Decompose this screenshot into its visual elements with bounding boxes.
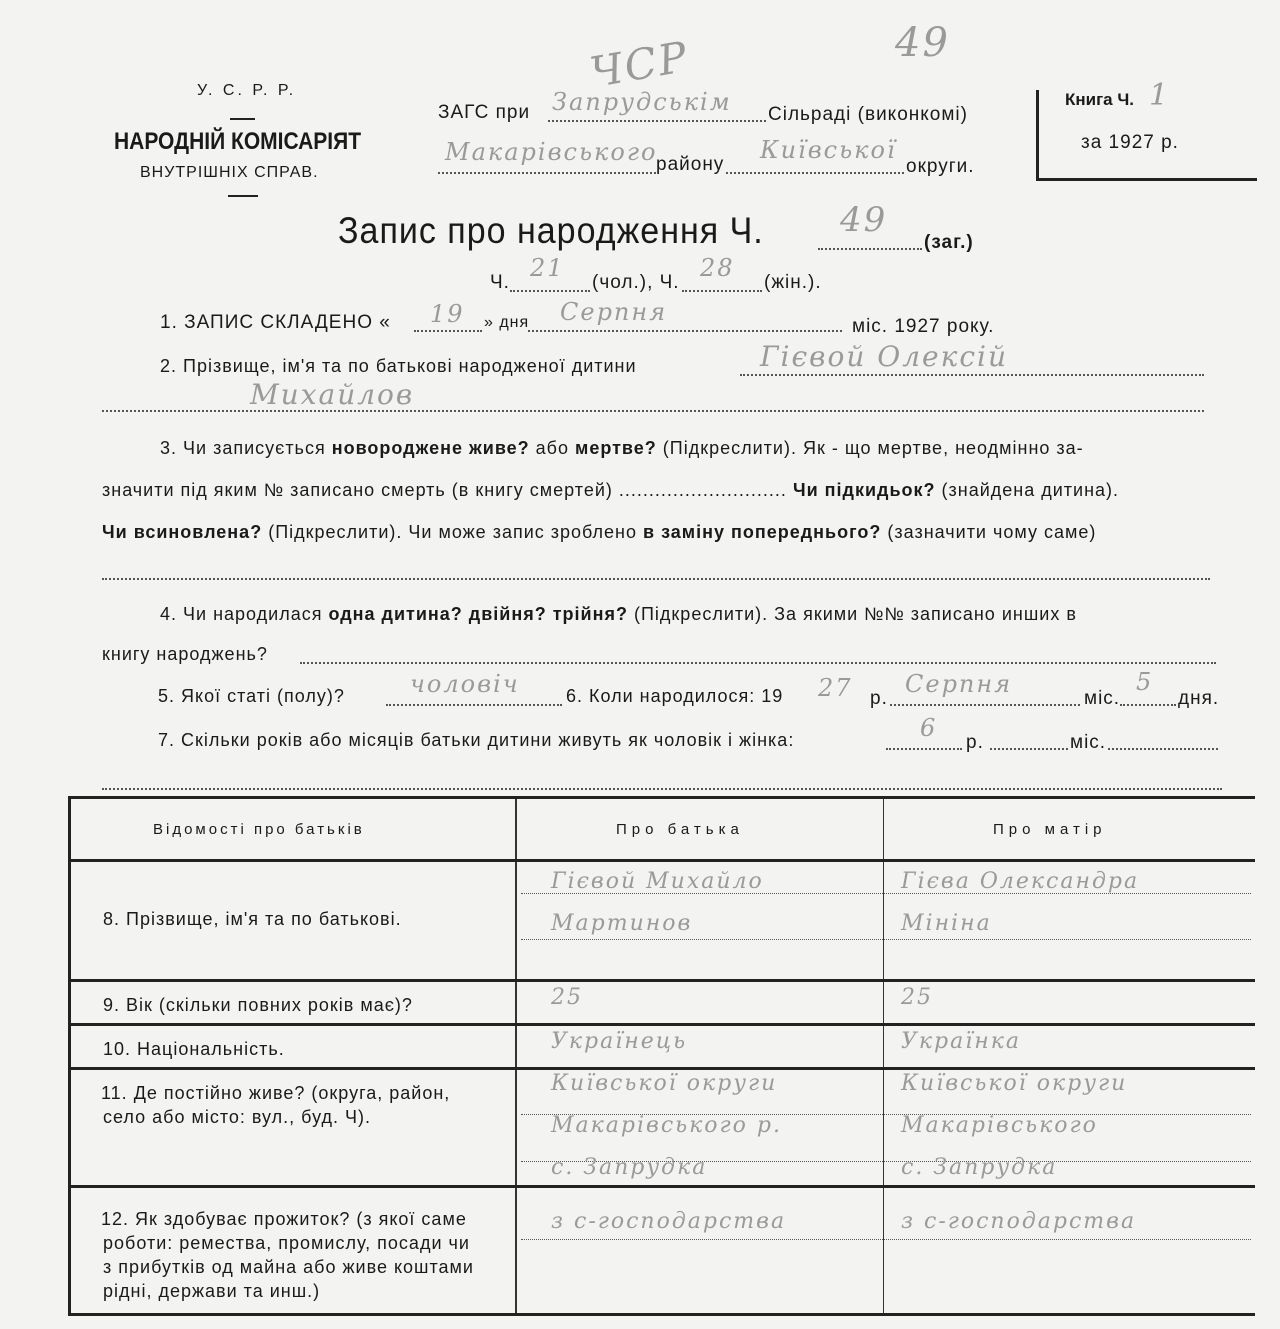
commissariat-label: НАРОДНІЙ КОМІСАРІЯТ [114,128,362,155]
page-title: Запис про народження Ч. [338,210,764,252]
divider [228,195,258,197]
okrug-label: округи. [906,156,975,177]
father-field: з с-господарства [551,1209,787,1234]
mother-field: с. Запрудка [901,1155,1058,1180]
okrug-field: Київської [760,136,897,164]
father-field: Київської округи [551,1071,778,1096]
header-mother: Про матір [993,821,1107,838]
birth-day: 5 [1136,668,1154,696]
parents-table [68,796,1255,1316]
birth-month: Серпня [905,670,1013,698]
child-name: Гієвой Олексій [760,340,1009,373]
handwritten-annotation: ЧСР [586,31,693,98]
republic-label: У. С. Р. Р. [197,82,297,99]
row-divider [71,979,1255,982]
village-council-label: Сільраді (виконкомі) [768,104,968,125]
department-label: ВНУТРІШНІХ СПРАВ. [140,164,319,181]
row-divider [71,1067,1255,1070]
marriage-years: 6 [920,714,938,742]
child-sex: чоловіч [410,670,520,698]
zags-label: ЗАГС при [438,102,531,123]
record-day: 19 [430,300,465,328]
birth-year: 27 [818,674,853,702]
mother-field: з с-господарства [901,1209,1137,1234]
district-label: району [656,154,725,175]
record-number: 49 [840,200,888,240]
father-field: Мартинов [551,911,693,936]
father-field: Макарівського р. [551,1113,782,1138]
father-field: Гієвой Михайло [551,869,764,894]
father-field: 25 [551,985,583,1010]
mother-field: Київської округи [901,1071,1128,1096]
mother-field: Мініна [901,911,992,936]
header-parents-info: Відомості про батьків [153,821,365,838]
male-count: 21 [530,254,565,282]
table-row-label: 11. Де постійно живе? (округа, район, село або місто: вул., буд. Ч). [101,1083,451,1127]
birth-record-document: У. С. Р. Р. НАРОДНІЙ КОМІСАРІЯТ ВНУТРІШНІХ СПРАВ. ЧСР 49 ЗАГС при Запрудськім Сільраді (виконкомі) Макарівського району Київської округи. Книга Ч. 1 за 1927 р. Запис про народження Ч. 49 (заг.) Ч. 21 (чол.), Ч. 28 (жін.). 1. ЗАПИС СКЛАДЕНО « 19 » дня Серпня міс. 1927 року. 2. Прізвище, ім'я та по батькові народженої дитини Гієвой Олексій Михайлов 3. Чи записується новороджене живе? або мертве? (Підкреслити). Як - що мертве, неодмінно за- значити під яким № записано смерть (в книгу смертей) ............................ Чи підкидьок? (знайдена дитина). Чи всиновлена? (Підкреслити). Чи може запис зроблено в заміну попереднього? (зазначити чому саме) 4. Чи народилася одна дитина? двійня? трійня? (Підкреслити). За якими №№ записано инших в книгу народжень? 5. Якої статі (полу)? чоловіч 6. Коли народилося: 19 27 р. Серпня міс. 5 дня. 7. Скільки років або місяців батьки дитини живуть як чоловік і жінка: 6 р. міс. Відомості про батьків Про батька Про матір 8. Прізвище, ім'я та по батькові. Гієвой Михайло Мартинов Гієва Олександра Мініна 9. Вік (скільки повних років має)? 25 25 10. Національність. Українець Українка 11. Де постійно живе? (округа, район, село або місто: вул., буд. Ч). Київської округи Макарівського р. с. Запрудка Київської округи Макарівського с. Запрудка 12. Як здобуває прожиток? (з якої саме роботи: ремества, промислу, посади чи з прибутків од майна або живе коштами рідні, держави та инш.) з с-господарства з с-господарства [0,0,1280,1329]
book-number: 1 [1149,78,1171,113]
table-row-label: 10. Національність. [103,1039,285,1059]
table-row-label: 12. Як здобуває прожиток? (з якої саме роботи: ремества, промислу, посади чи з прибутків од майна або живе коштами рідні, держави та инш.) [101,1209,474,1301]
book-year: за 1927 р. [1081,132,1179,153]
header-father: Про батька [616,821,744,838]
record-month: Серпня [560,298,668,326]
mother-field: Гієва Олександра [901,869,1140,894]
mother-field: Українка [901,1029,1022,1054]
district-field: Макарівського [445,138,658,166]
father-field: с. Запрудка [551,1155,708,1180]
mother-field: Макарівського [901,1113,1098,1138]
divider [230,118,255,120]
row-divider [71,1023,1255,1026]
village-field: Запрудськім [552,88,732,116]
female-count: 28 [700,254,735,282]
table-row-label: 8. Прізвище, ім'я та по батькові. [103,909,402,929]
book-box: Книга Ч. 1 за 1927 р. [1036,90,1257,181]
table-row-label: 9. Вік (скільки повних років має)? [103,995,413,1015]
row-divider [71,1185,1255,1188]
child-patronymic: Михайлов [250,378,415,411]
mother-field: 25 [901,985,933,1010]
handwritten-number: 49 [895,20,950,66]
father-field: Українець [551,1029,688,1054]
